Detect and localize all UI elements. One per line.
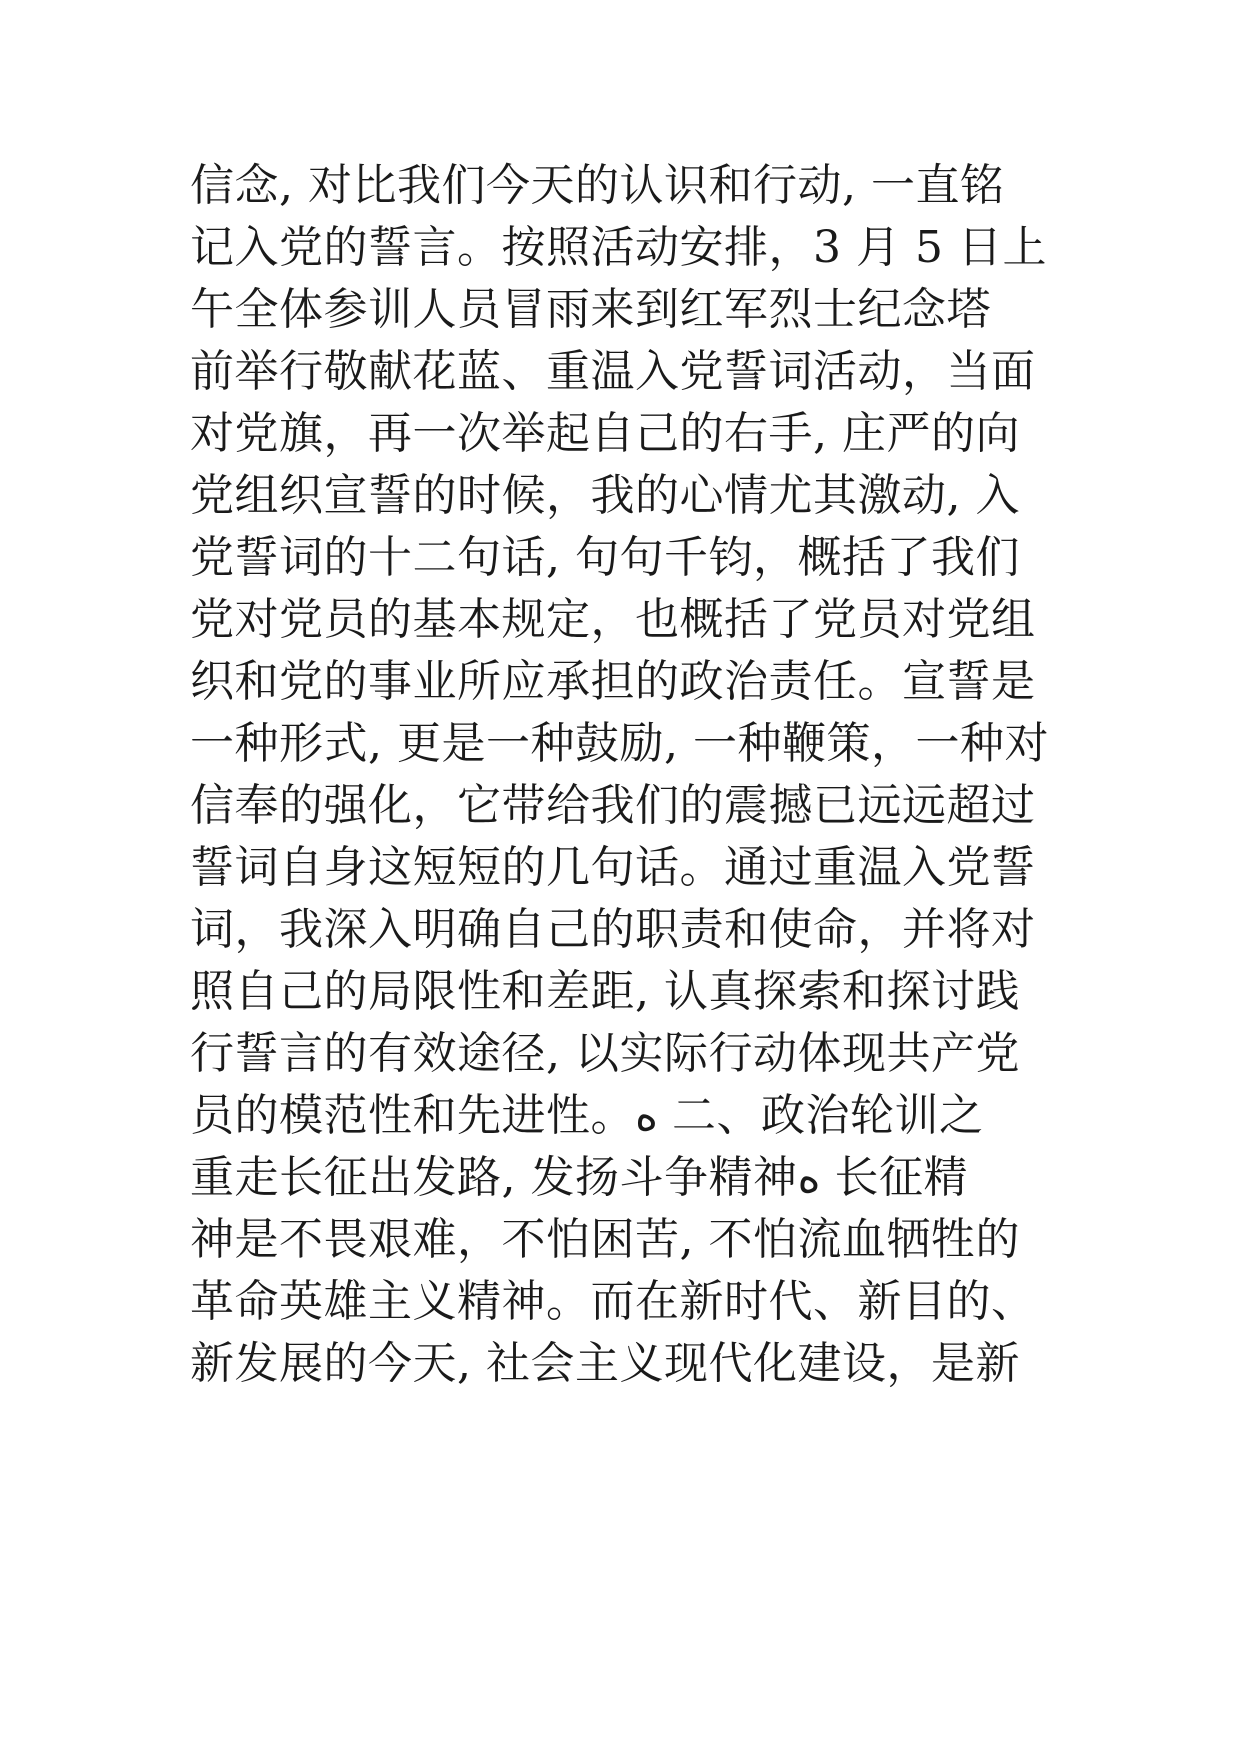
text-line: 党组织宣誓的时候，我的心情尤其激动, 入 — [190, 470, 1020, 521]
text-line: 对党旗，再一次举起自己的右手, 庄严的向 — [190, 408, 1020, 459]
text-line: 照自己的局限性和差距, 认真探索和探讨践 — [190, 966, 1020, 1017]
text-line: 午全体参训人员冒雨来到红军烈士纪念塔 — [190, 284, 991, 335]
text-line: 前举行敬献花蓝、重温入党誓词活动，当面 — [190, 346, 1036, 397]
text-line: 新发展的今天, 社会主义现代化建设，是新 — [190, 1338, 1020, 1389]
text-line: 神是不畏艰难，不怕困苦, 不怕流血牺牲的 — [190, 1214, 1020, 1265]
text-line: 词，我深入明确自己的职责和使命，并将对 — [190, 904, 1036, 955]
text-line: 革命英雄主义精神。而在新时代、新目的、 — [190, 1276, 1036, 1327]
text-line: 党对党员的基本规定，也概括了党员对党组 — [190, 594, 1036, 645]
text-line: 一种形式, 更是一种鼓励, 一种鞭策，一种对 — [190, 718, 1049, 769]
text-line: 重走长征出发路, 发扬斗争精神ﻩ 长征精 — [190, 1152, 969, 1203]
text-line: 党誓词的十二句话, 句句千钧，概括了我们 — [190, 532, 1020, 583]
text-line: 织和党的事业所应承担的政治责任。宣誓是 — [190, 656, 1036, 707]
body-text — [190, 155, 1090, 1395]
text-line: 信念, 对比我们今天的认识和行动, 一直铭 — [190, 160, 1005, 211]
text-line: 行誓言的有效途径, 以实际行动体现共产党 — [190, 1028, 1020, 1079]
text-line: 誓词自身这短短的几句话。通过重温入党誓 — [190, 842, 1036, 893]
text-line: 信奉的强化，它带给我们的震撼已远远超过 — [190, 780, 1036, 831]
text-line: 员的模范性和先进性。ﻩ 二、政治轮训之 — [190, 1090, 984, 1141]
text-line: 记入党的誓言。按照活动安排，3 月 5 日上 — [190, 222, 1047, 273]
